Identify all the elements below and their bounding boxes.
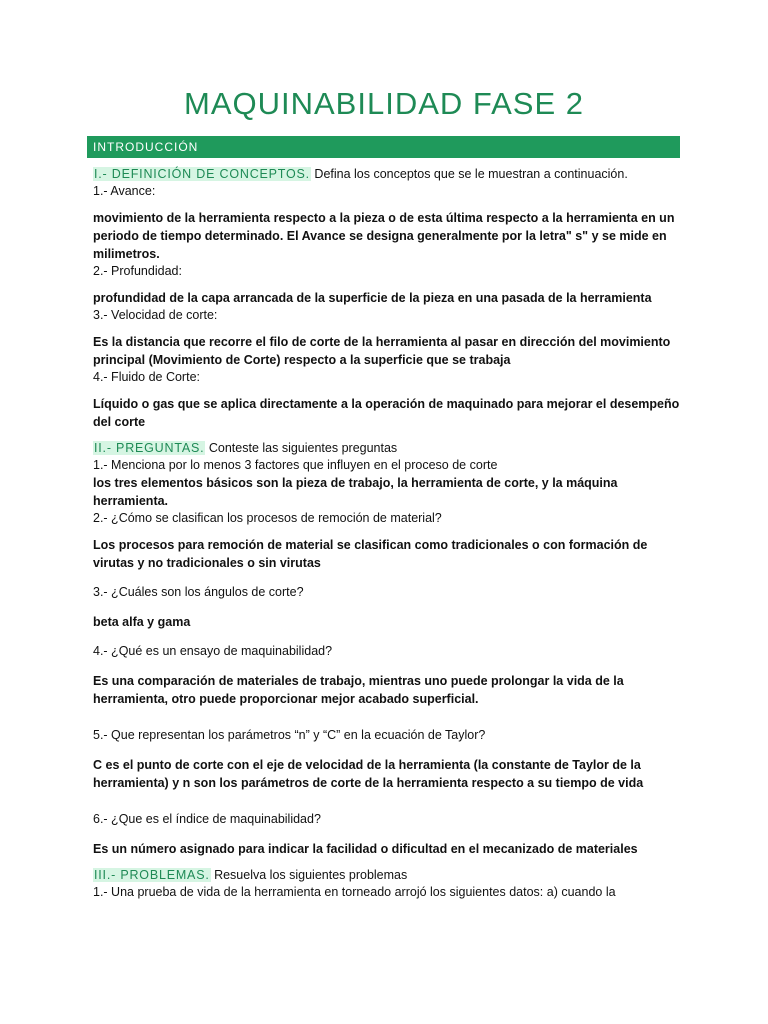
answer-4: Es una comparación de materiales de trabajo, mientras uno puede prolongar la vida de la herramienta, otro puede proporcionar mejor acabado superficial. xyxy=(93,674,624,706)
section-2-title xyxy=(93,440,683,457)
question-6: 6.- ¿Que es el índice de maquinabilidad? xyxy=(93,812,321,826)
concept-3-answer: Es la distancia que recorre el filo de corte de la herramienta al pasar en dirección del movimiento principal (Movimiento de Corte) respecto a la superficie que se trabaja xyxy=(93,335,671,367)
question-5: 5.- Que representan los parámetros “n” y “C” en la ecuación de Taylor? xyxy=(93,728,486,742)
document-body xyxy=(93,166,683,901)
concept-2-answer: profundidad de la capa arrancada de la superficie de la pieza en una pasada de la herramienta xyxy=(93,291,652,305)
answer-2: Los procesos para remoción de material se clasifican como tradicionales o con formación de virutas y no tradicionales o sin virutas xyxy=(93,538,648,570)
section-1-heading: I.- DEFINICIÓN DE CONCEPTOS. xyxy=(94,167,310,181)
answer-3: beta alfa y gama xyxy=(93,615,191,629)
answer-6: Es un número asignado para indicar la facilidad o dificultad en el mecanizado de materiales xyxy=(93,842,638,856)
section-2-heading: II.- PREGUNTAS. xyxy=(94,441,205,455)
section-3-title xyxy=(93,867,683,884)
section-3-heading: III.- PROBLEMAS. xyxy=(94,868,210,882)
question-1: 1.- Menciona por lo menos 3 factores que influyen en el proceso de corte xyxy=(93,458,498,472)
section-3-instruction: Resuelva los siguientes problemas xyxy=(210,868,408,882)
question-4: 4.- ¿Qué es un ensayo de maquinabilidad? xyxy=(93,644,333,658)
introduction-header: INTRODUCCIÓN xyxy=(87,136,680,158)
section-1-title xyxy=(93,166,683,183)
page-title: MAQUINABILIDAD FASE 2 xyxy=(184,86,584,121)
question-2: 2.- ¿Cómo se clasifican los procesos de remoción de material? xyxy=(93,511,442,525)
concept-1-answer: movimiento de la herramienta respecto a la pieza o de esta última respecto a la herramienta en un periodo de tiempo determinado. El Avance se designa generalmente por la letra" s" y se mide en milimetros. xyxy=(93,211,675,261)
concept-4-label: 4.- Fluido de Corte: xyxy=(93,370,200,384)
concept-2-label: 2.- Profundidad: xyxy=(93,264,182,278)
question-3: 3.- ¿Cuáles son los ángulos de corte? xyxy=(93,585,304,599)
section-2-instruction: Conteste las siguientes preguntas xyxy=(205,441,398,455)
answer-1: los tres elementos básicos son la pieza de trabajo, la herramienta de corte, y la máquina herramienta. xyxy=(93,476,618,508)
concept-1-label: 1.- Avance: xyxy=(93,184,156,198)
answer-5: C es el punto de corte con el eje de velocidad de la herramienta (la constante de Taylor de la herramienta) y n son los parámetros de corte de la herramienta respecto a su tiempo de vida xyxy=(93,758,644,790)
concept-4-answer: Líquido o gas que se aplica directamente a la operación de maquinado para mejorar el desempeño del corte xyxy=(93,397,680,429)
section-1-instruction: Defina los conceptos que se le muestran a continuación. xyxy=(310,167,628,181)
concept-3-label: 3.- Velocidad de corte: xyxy=(93,308,218,322)
problem-1: 1.- Una prueba de vida de la herramienta en torneado arrojó los siguientes datos: a) cuando la xyxy=(93,885,616,899)
